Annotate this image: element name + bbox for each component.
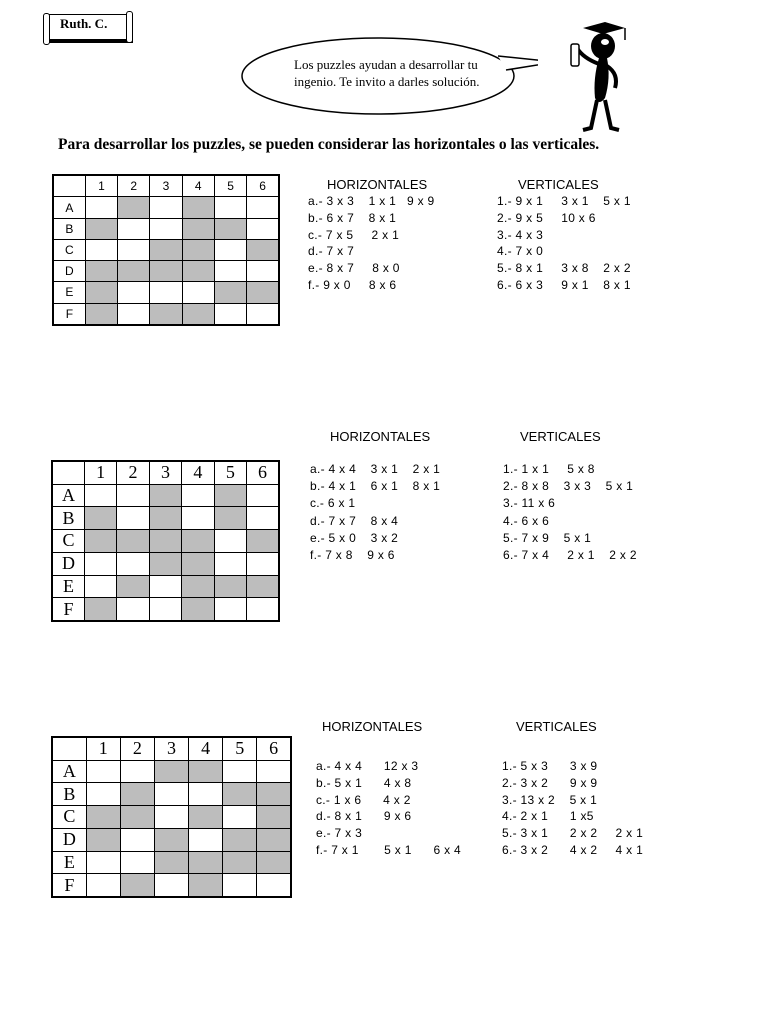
- grid-cell-blocked: [247, 239, 279, 260]
- horizontal-clue: a.- 4 x 4 12 x 3: [316, 759, 419, 773]
- grid-cell[interactable]: [182, 282, 214, 303]
- grid-cell-blocked: [214, 575, 246, 598]
- column-header: 3: [149, 461, 181, 484]
- column-header: 4: [189, 737, 223, 760]
- grid-cell-blocked: [182, 218, 214, 239]
- row-header: B: [52, 507, 84, 530]
- grid-cell[interactable]: [189, 783, 223, 806]
- vertical-clue: 1.- 9 x 1 3 x 1 5 x 1: [497, 194, 631, 208]
- grid-cell[interactable]: [150, 218, 182, 239]
- puzzle-grid-2: [51, 460, 280, 622]
- grid-cell[interactable]: [120, 851, 154, 874]
- grid-cell-blocked: [117, 530, 149, 553]
- grid-cell-blocked: [223, 783, 257, 806]
- row-header: F: [53, 303, 85, 325]
- row-header: A: [53, 197, 85, 218]
- column-header: 5: [214, 461, 246, 484]
- grid-cell[interactable]: [247, 261, 279, 282]
- horizontal-clue: b.- 6 x 7 8 x 1: [308, 210, 397, 225]
- grid-cell[interactable]: [247, 507, 279, 530]
- grid-cell-blocked: [118, 197, 150, 218]
- column-header: 5: [223, 737, 257, 760]
- grid-cell-blocked: [189, 806, 223, 829]
- grid-cell-blocked: [150, 239, 182, 260]
- grid-cell-blocked: [150, 261, 182, 282]
- puzzle-grid-1: [52, 174, 280, 326]
- column-header: 2: [120, 737, 154, 760]
- horizontales-heading: HORIZONTALES: [330, 429, 431, 444]
- horizontal-clue: b.- 5 x 1 4 x 8: [316, 775, 412, 790]
- grid-corner: [52, 461, 84, 484]
- grid-cell[interactable]: [150, 282, 182, 303]
- grid-cell-blocked: [182, 197, 214, 218]
- grid-cell[interactable]: [120, 760, 154, 783]
- vertical-clue: 5.- 7 x 9 5 x 1: [503, 530, 592, 545]
- vertical-clue: 2.- 3 x 2 9 x 9: [502, 775, 598, 790]
- row-header: E: [53, 282, 85, 303]
- grid-cell[interactable]: [86, 874, 120, 897]
- speech-text: Los puzzles ayudan a desarrollar tu ingenio. Te invito a darles solución.: [294, 57, 480, 89]
- column-header: 2: [118, 175, 150, 197]
- grid-cell[interactable]: [223, 760, 257, 783]
- grid-cell-blocked: [85, 218, 117, 239]
- grid-cell-blocked: [84, 507, 116, 530]
- horizontal-clue: c.- 6 x 1: [310, 496, 356, 511]
- column-header: 6: [257, 737, 291, 760]
- grid-cell[interactable]: [117, 507, 149, 530]
- grid-cell-blocked: [150, 303, 182, 325]
- grid-cell[interactable]: [149, 598, 181, 621]
- horizontal-clue: d.- 7 x 7: [308, 244, 355, 259]
- grid-cell-blocked: [189, 874, 223, 897]
- vertical-clue: 6.- 3 x 2 4 x 2 4 x 1: [502, 843, 644, 857]
- row-header: B: [52, 783, 86, 806]
- grid-cell[interactable]: [150, 197, 182, 218]
- author-text: Ruth. C.: [60, 16, 108, 31]
- grid-cell[interactable]: [84, 575, 116, 598]
- grid-cell-blocked: [247, 282, 279, 303]
- grid-cell[interactable]: [118, 218, 150, 239]
- row-header: B: [53, 218, 85, 239]
- column-header: 1: [84, 461, 116, 484]
- grid-cell-blocked: [149, 530, 181, 553]
- grid-cell-blocked: [182, 261, 214, 282]
- vertical-clue: 3.- 4 x 3: [497, 227, 544, 242]
- grid-cell-blocked: [257, 806, 291, 829]
- grid-corner: [53, 175, 85, 197]
- vertical-clue: 6.- 6 x 3 9 x 1 8 x 1: [497, 278, 631, 292]
- grid-cell-blocked: [118, 261, 150, 282]
- grid-cell[interactable]: [84, 552, 116, 575]
- horizontal-clue: f.- 9 x 0 8 x 6: [308, 278, 397, 292]
- grid-cell[interactable]: [182, 507, 214, 530]
- grid-cell[interactable]: [85, 239, 117, 260]
- column-header: 5: [214, 175, 246, 197]
- grid-cell-blocked: [85, 303, 117, 325]
- column-header: 6: [247, 461, 279, 484]
- grid-cell-blocked: [247, 530, 279, 553]
- grid-cell-blocked: [247, 575, 279, 598]
- row-header: F: [52, 598, 84, 621]
- grid-cell[interactable]: [257, 874, 291, 897]
- row-header: D: [52, 828, 86, 851]
- grid-cell-blocked: [120, 783, 154, 806]
- column-header: 3: [150, 175, 182, 197]
- grid-cell-blocked: [120, 874, 154, 897]
- horizontal-clue: c.- 1 x 6 4 x 2: [316, 792, 411, 807]
- grid-cell[interactable]: [118, 303, 150, 325]
- horizontal-clue: d.- 8 x 1 9 x 6: [316, 809, 412, 824]
- instruction-text: Para desarrollar los puzzles, se pueden considerar las horizontales o las verticales.: [58, 136, 600, 153]
- horizontal-clue: a.- 4 x 4 3 x 1 2 x 1: [310, 462, 441, 476]
- grid-cell-blocked: [154, 851, 188, 874]
- grid-cell-blocked: [85, 261, 117, 282]
- grid-cell-blocked: [223, 828, 257, 851]
- vertical-clue: 1.- 1 x 1 5 x 8: [503, 462, 595, 476]
- grid-cell[interactable]: [117, 552, 149, 575]
- vertical-clue: 3.- 11 x 6: [503, 496, 556, 511]
- horizontal-clue: b.- 4 x 1 6 x 1 8 x 1: [310, 479, 441, 494]
- grid-cell-blocked: [182, 598, 214, 621]
- puzzle-grid-3: [51, 736, 292, 898]
- vertical-clue: 3.- 13 x 2 5 x 1: [502, 792, 598, 807]
- row-header: C: [52, 806, 86, 829]
- verticales-heading: VERTICALES: [518, 177, 599, 192]
- grid-cell-blocked: [154, 760, 188, 783]
- grid-cell[interactable]: [214, 239, 246, 260]
- grid-cell-blocked: [120, 806, 154, 829]
- grid-cell[interactable]: [118, 239, 150, 260]
- horizontales-heading: HORIZONTALES: [327, 177, 428, 192]
- horizontal-clue: e.- 5 x 0 3 x 2: [310, 530, 399, 545]
- grid-cell[interactable]: [247, 218, 279, 239]
- grid-cell[interactable]: [247, 303, 279, 325]
- grid-cell-blocked: [86, 806, 120, 829]
- grid-cell[interactable]: [85, 197, 117, 218]
- horizontal-clue: e.- 8 x 7 8 x 0: [308, 261, 400, 276]
- author-name: [60, 17, 120, 30]
- teacher-figure-icon: [565, 18, 635, 136]
- grid-cell-blocked: [154, 828, 188, 851]
- horizontal-clue: c.- 7 x 5 2 x 1: [308, 227, 400, 242]
- row-header: C: [53, 239, 85, 260]
- vertical-clue: 4.- 2 x 1 1 x5: [502, 809, 594, 824]
- horizontales-heading: HORIZONTALES: [322, 719, 423, 734]
- grid-cell[interactable]: [257, 760, 291, 783]
- vertical-clue: 2.- 9 x 5 10 x 6: [497, 210, 596, 225]
- grid-cell-blocked: [85, 282, 117, 303]
- row-header: C: [52, 530, 84, 553]
- column-header: 2: [117, 461, 149, 484]
- row-header: F: [52, 874, 86, 897]
- grid-cell-blocked: [149, 507, 181, 530]
- grid-cell[interactable]: [154, 874, 188, 897]
- grid-cell[interactable]: [118, 282, 150, 303]
- grid-cell-blocked: [257, 828, 291, 851]
- grid-cell[interactable]: [117, 598, 149, 621]
- vertical-clue: 4.- 6 x 6: [503, 513, 550, 528]
- grid-cell[interactable]: [214, 530, 246, 553]
- grid-cell[interactable]: [247, 598, 279, 621]
- horizontal-clue: e.- 7 x 3: [316, 826, 363, 841]
- grid-cell[interactable]: [247, 197, 279, 218]
- horizontal-clue: f.- 7 x 1 5 x 1 6 x 4: [316, 843, 461, 857]
- grid-cell[interactable]: [214, 552, 246, 575]
- grid-cell[interactable]: [86, 783, 120, 806]
- grid-cell[interactable]: [247, 552, 279, 575]
- grid-cell[interactable]: [247, 484, 279, 507]
- grid-cell-blocked: [149, 484, 181, 507]
- grid-cell-blocked: [86, 828, 120, 851]
- grid-cell-blocked: [182, 530, 214, 553]
- vertical-clue: 5.- 3 x 1 2 x 2 2 x 1: [502, 826, 644, 841]
- column-header: 4: [182, 175, 214, 197]
- column-header: 1: [86, 737, 120, 760]
- column-header: 3: [154, 737, 188, 760]
- horizontal-clue: a.- 3 x 3 1 x 1 9 x 9: [308, 194, 435, 208]
- grid-cell-blocked: [189, 851, 223, 874]
- grid-cell-blocked: [214, 282, 246, 303]
- grid-cell-blocked: [257, 783, 291, 806]
- grid-cell-blocked: [182, 303, 214, 325]
- grid-cell-blocked: [214, 484, 246, 507]
- row-header: D: [53, 261, 85, 282]
- grid-cell[interactable]: [86, 760, 120, 783]
- vertical-clue: 1.- 5 x 3 3 x 9: [502, 759, 598, 773]
- grid-cell[interactable]: [120, 828, 154, 851]
- column-header: 1: [85, 175, 117, 197]
- row-header: A: [52, 760, 86, 783]
- grid-cell-blocked: [257, 851, 291, 874]
- grid-corner: [52, 737, 86, 760]
- verticales-heading: VERTICALES: [520, 429, 601, 444]
- grid-cell[interactable]: [84, 484, 116, 507]
- grid-cell-blocked: [84, 598, 116, 621]
- grid-cell[interactable]: [117, 484, 149, 507]
- grid-cell-blocked: [84, 530, 116, 553]
- grid-cell[interactable]: [189, 828, 223, 851]
- grid-cell-blocked: [182, 552, 214, 575]
- grid-cell-blocked: [214, 218, 246, 239]
- row-header: E: [52, 575, 84, 598]
- grid-cell[interactable]: [214, 303, 246, 325]
- horizontal-clue: d.- 7 x 7 8 x 4: [310, 513, 399, 528]
- column-header: 4: [182, 461, 214, 484]
- vertical-clue: 2.- 8 x 8 3 x 3 5 x 1: [503, 479, 634, 494]
- grid-cell-blocked: [214, 507, 246, 530]
- grid-cell[interactable]: [214, 261, 246, 282]
- grid-cell[interactable]: [86, 851, 120, 874]
- column-header: 6: [247, 175, 279, 197]
- grid-cell[interactable]: [149, 575, 181, 598]
- vertical-clue: 6.- 7 x 4 2 x 1 2 x 2: [503, 548, 637, 562]
- grid-cell[interactable]: [182, 484, 214, 507]
- grid-cell-blocked: [182, 239, 214, 260]
- grid-cell[interactable]: [223, 874, 257, 897]
- horizontal-clue: f.- 7 x 8 9 x 6: [310, 548, 395, 562]
- row-header: D: [52, 552, 84, 575]
- grid-cell[interactable]: [214, 197, 246, 218]
- grid-cell-blocked: [149, 552, 181, 575]
- grid-cell[interactable]: [154, 806, 188, 829]
- grid-cell-blocked: [189, 760, 223, 783]
- grid-cell[interactable]: [154, 783, 188, 806]
- grid-cell[interactable]: [214, 598, 246, 621]
- row-header: E: [52, 851, 86, 874]
- grid-cell[interactable]: [223, 806, 257, 829]
- vertical-clue: 5.- 8 x 1 3 x 8 2 x 2: [497, 261, 631, 276]
- verticales-heading: VERTICALES: [516, 719, 597, 734]
- vertical-clue: 4.- 7 x 0: [497, 244, 544, 259]
- grid-cell-blocked: [223, 851, 257, 874]
- grid-cell-blocked: [182, 575, 214, 598]
- grid-cell-blocked: [117, 575, 149, 598]
- row-header: A: [52, 484, 84, 507]
